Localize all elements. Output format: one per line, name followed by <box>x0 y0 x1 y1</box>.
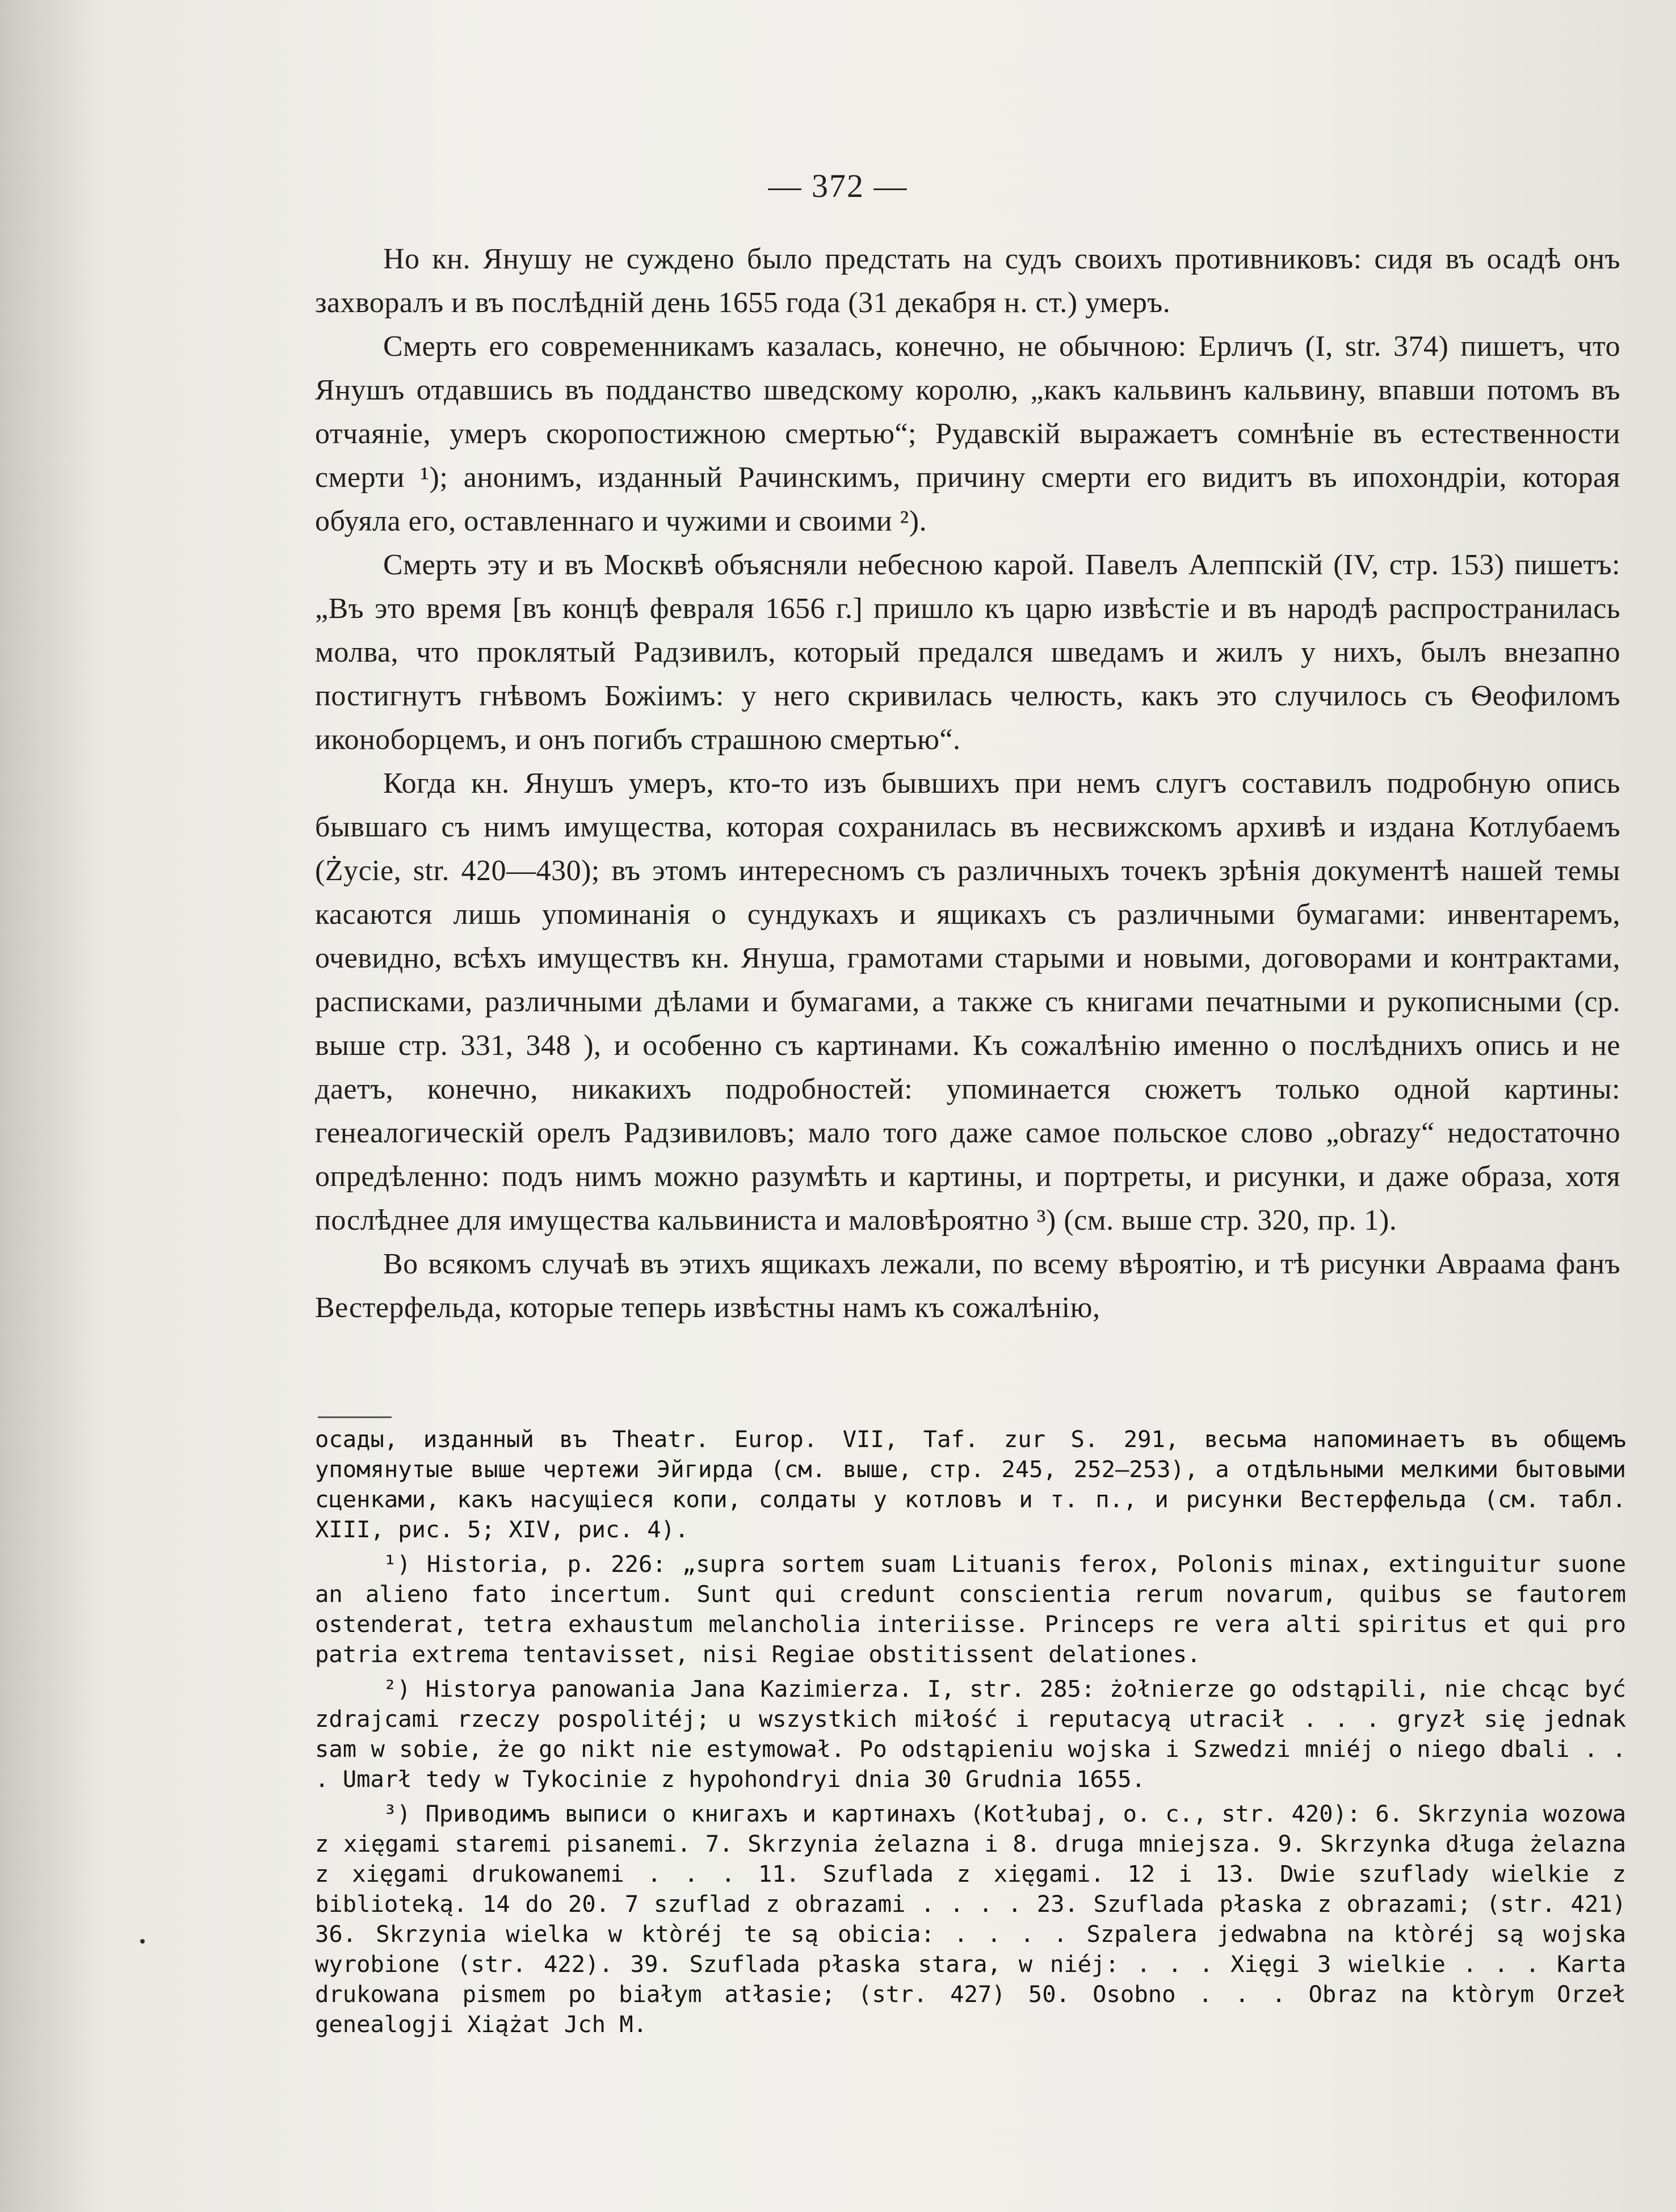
page-number: — 372 — <box>768 167 908 204</box>
paragraph: Во всякомъ случаѣ въ этихъ ящикахъ лежали, по всему вѣроятію, и тѣ рисунки Авраама фанъ Вестерфельда, которые теперь извѣстны намъ къ сожалѣнію, <box>315 1248 1620 1324</box>
paragraph: Смерть его современникамъ казалась, конечно, не обычною: Ерличъ (I, str. 374) пишетъ, что Янушъ отдавшись въ подданство шведскому королю, „какъ кальвинъ кальвину, впавши потомъ въ отчаяніе, умеръ скоропостижною смертью“; Рудавскій выражаетъ сомнѣніе въ естественности смерти ¹); анонимъ, изданный Рачинскимъ, причину смерти его видитъ въ ипохондріи, которая обуяла его, оставленнаго и чужими и своими ²). <box>315 330 1620 537</box>
footnote-continuation: осады, изданный въ Theatr. Europ. VII, Taf. zur S. 291, весьма напоминаетъ въ общемъ упомянутые выше чертежи Эйгирда (см. выше, стр. 245, 252—253), а отдѣльными мелкими бытовыми сценками, какъ насущіеся копи, солдаты у котловъ и т. п., и рисунки Вестерфельда (см. табл. XIII, рис. 5; XIV, рис. 4). <box>315 1425 1626 1543</box>
footnote: ³) Приводимъ выписи о книгахъ и картинахъ (Kotłubaj, o. c., str. 420): 6. Skrzynia wozowa z xięgami staremi pisanemi. 7. Skrzynia żelazna i 8. druga mniejsza. 9. Skrzynka długa żelazna z xięgami drukowanemi . . . 11. Szuflada z xięgami. 12 i 13. Dwie szuflady wielkie z biblioteką. 14 do 20. 7 szuflad z obrazami . . . . 23. Szuflada płaska z obrazami; (str. 421) 36. Skrzynia wielka w ktòréj te są obicia: . . . . Szpalera jedwabna na ktòréj są wojska wyrobione (str. 422). 39. Szuflada płaska stara, w niéj: . . . Xięgi 3 wielkie . . . Karta drukowana pismem po białym atłasie; (str. 427) 50. Osobno . . . Obraz na ktòrym Orzeł genealogji Xiążat Jch M. <box>315 1800 1626 2038</box>
footnote-divider <box>318 1416 392 1418</box>
footnote: ¹) Historia, p. 226: „supra sortem suam Lituanis ferox, Polonis minax, extinguitur suone an alieno fato incertum. Sunt qui credunt conscientia rerum novarum, quibus se fautorem ostenderat, tetra exhaustum melancholia interiisse. Princeps re vera alti spiritus et qui pro patria extrema tentavisset, nisi Regiae obstitissent delationes. <box>315 1550 1626 1668</box>
main-text <box>315 237 1620 1330</box>
footnote: ²) Historya panowania Jana Kazimierza. I, str. 285: żołnierze go odstąpili, nie chcąc być zdrajcami rzeczy pospolitéj; u wszystkich miłość i reputacyą utracił . . . gryzł się jednak sam w sobie, że go nikt nie estymował. Po odstąpieniu wojska i Szwedzi mniéj o niego dbali . . . Umarł tedy w Tykocinie z hypohondryi dnia 30 Grudnia 1655. <box>315 1675 1626 1793</box>
paragraph: Смерть эту и въ Москвѣ объясняли небесною карой. Павелъ Алеппскій (IV, стр. 153) пишетъ: „Въ это время [въ концѣ февраля 1656 г.] пришло къ царю извѣстіе и въ народѣ распространилась молва, что проклятый Радзивилъ, который предался шведамъ и жилъ у нихъ, былъ внезапно постигнутъ гнѣвомъ Божіимъ: у него скривилась челюсть, какъ это случилось съ Ѳеофиломъ иконоборцемъ, и онъ погибъ страшною смертью“. <box>315 549 1620 756</box>
ink-dot <box>140 1939 145 1944</box>
footnotes <box>315 1424 1626 2039</box>
paragraph: Когда кн. Янушъ умеръ, кто-то изъ бывшихъ при немъ слугъ составилъ подробную опись бывшаго съ нимъ имущества, которая сохранилась въ несвижскомъ архивѣ и издана Котлубаемъ (Życie, str. 420—430); въ этомъ интересномъ съ различныхъ точекъ зрѣнія документѣ нашей темы касаются лишь упоминанія о сундукахъ и ящикахъ съ различными бумагами: инвентаремъ, очевидно, всѣхъ имуществъ кн. Януша, грамотами старыми и новыми, договорами и контрактами, расписками, различными дѣлами и бумагами, а также съ книгами печатными и рукописными (ср. выше стр. 331, 348 ), и особенно съ картинами. Къ сожалѣнію именно о послѣднихъ опись и не даетъ, конечно, никакихъ подробностей: упоминается сюжетъ только одной картины: генеалогическій орелъ Радзивиловъ; мало того даже самое польское слово „obrazy“ недостаточно опредѣленно: подъ нимъ можно разумѣть и картины, и портреты, и рисунки, и даже образа, хотя послѣднее для имущества кальвиниста и маловѣроятно ³) (см. выше стр. 320, пр. 1). <box>315 767 1620 1237</box>
paragraph: Но кн. Янушу не суждено было предстать на судъ своихъ противниковъ: сидя въ осадѣ онъ захворалъ и въ послѣдній день 1655 года (31 декабря н. ст.) умеръ. <box>315 243 1620 319</box>
